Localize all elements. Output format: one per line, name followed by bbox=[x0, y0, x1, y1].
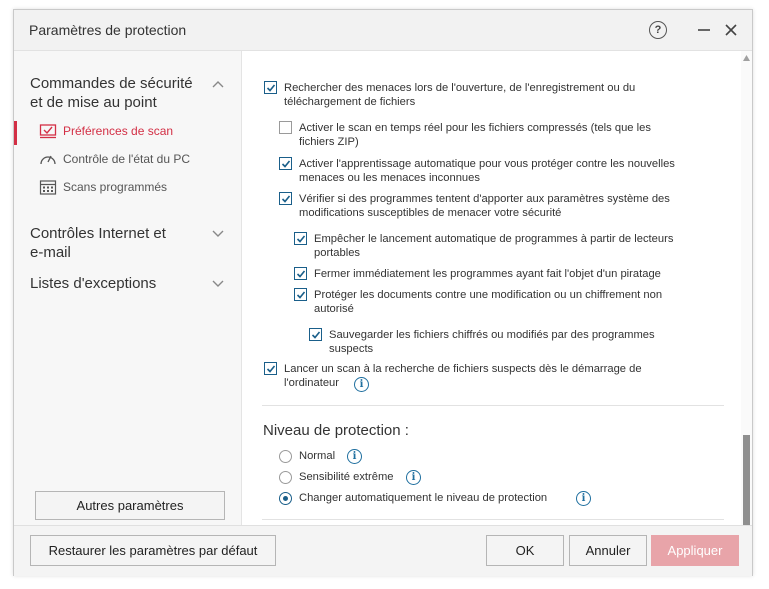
protection-level-title: Niveau de protection : bbox=[263, 422, 409, 439]
checkmark-icon bbox=[296, 290, 306, 300]
section-label-line1: Contrôles Internet et bbox=[30, 225, 166, 242]
label-line2: l'ordinateur bbox=[284, 377, 339, 389]
sidebar-item-scheduled-scans[interactable] bbox=[39, 177, 167, 197]
info-icon[interactable]: i bbox=[347, 449, 362, 464]
label-line2: modifications susceptibles de menacer votre sécurité bbox=[299, 207, 562, 219]
window-title: Paramètres de protection bbox=[29, 22, 187, 38]
checkbox-protect-documents[interactable] bbox=[294, 288, 307, 301]
close-icon bbox=[724, 23, 738, 37]
sidebar-item-pc-health[interactable] bbox=[39, 149, 190, 169]
checkbox-compressed-files[interactable] bbox=[279, 121, 292, 134]
section-label-line1: Commandes de sécurité bbox=[30, 75, 193, 92]
label-line2: menaces ou les menaces inconnues bbox=[299, 172, 480, 184]
sidebar-item-label: Contrôle de l'état du PC bbox=[63, 152, 191, 166]
label-line1: Vérifier si des programmes tentent d'apporter aux paramètres système des bbox=[299, 193, 670, 205]
radio-normal-label: Normal bbox=[299, 450, 336, 462]
ok-button[interactable]: OK bbox=[486, 535, 564, 566]
info-icon[interactable]: i bbox=[406, 470, 421, 485]
label-line2: portables bbox=[314, 247, 361, 259]
section-divider bbox=[262, 519, 724, 520]
option-startup-scan-label bbox=[284, 362, 642, 390]
option-backup-files-label bbox=[329, 328, 655, 356]
checkbox-close-hacked[interactable] bbox=[294, 267, 307, 280]
label-line2: fichiers ZIP) bbox=[299, 136, 359, 148]
title-bar bbox=[14, 10, 752, 51]
label-line2: téléchargement de fichiers bbox=[284, 96, 416, 108]
scrollbar-thumb[interactable] bbox=[743, 435, 750, 525]
scrollbar[interactable] bbox=[741, 51, 752, 525]
checkbox-machine-learning[interactable] bbox=[279, 157, 292, 170]
label-line2: autorisé bbox=[314, 303, 354, 315]
footer bbox=[14, 525, 752, 576]
checkmark-icon bbox=[281, 194, 291, 204]
minimize-button[interactable] bbox=[694, 20, 714, 40]
option-scan-on-open-label bbox=[284, 81, 635, 109]
checkmark-icon bbox=[266, 83, 276, 93]
checkbox-scan-on-open[interactable] bbox=[264, 81, 277, 94]
checkmark-icon bbox=[281, 159, 291, 169]
checkmark-icon bbox=[311, 330, 321, 340]
checkmark-icon bbox=[296, 269, 306, 279]
gauge-icon bbox=[39, 151, 57, 167]
option-protect-documents-label bbox=[314, 288, 662, 316]
sidebar bbox=[14, 51, 242, 525]
sidebar-item-label: Préférences de scan bbox=[63, 124, 174, 138]
help-button[interactable] bbox=[648, 20, 668, 40]
label-line1: Empêcher le lancement automatique de programmes à partir de lecteurs bbox=[314, 233, 674, 245]
sidebar-item-label: Scans programmés bbox=[63, 180, 168, 194]
radio-auto-level[interactable] bbox=[279, 492, 292, 505]
cancel-button[interactable]: Annuler bbox=[569, 535, 647, 566]
option-machine-learning-label bbox=[299, 157, 675, 185]
section-label: Listes d'exceptions bbox=[30, 275, 157, 292]
chevron-up-icon[interactable] bbox=[212, 80, 224, 88]
radio-extreme-sensitivity[interactable] bbox=[279, 471, 292, 484]
apply-button[interactable]: Appliquer bbox=[651, 535, 739, 566]
chevron-down-icon[interactable] bbox=[212, 230, 224, 238]
label-line1: Rechercher des menaces lors de l'ouverture, de l'enregistrement ou du bbox=[284, 82, 636, 94]
scroll-up-arrow-icon[interactable] bbox=[743, 55, 750, 61]
checkbox-startup-scan[interactable] bbox=[264, 362, 277, 375]
label-line1: Protéger les documents contre une modification ou un chiffrement non bbox=[314, 289, 663, 301]
info-icon[interactable]: i bbox=[354, 377, 369, 392]
minimize-icon bbox=[697, 23, 711, 37]
label-line1: Sauvegarder les fichiers chiffrés ou modifiés par des programmes bbox=[329, 329, 655, 341]
label-line1: Fermer immédiatement les programmes ayant fait l'objet d'un piratage bbox=[314, 268, 661, 280]
label-line1: Activer l'apprentissage automatique pour vous protéger contre les nouvelles bbox=[299, 158, 675, 170]
info-icon[interactable]: i bbox=[576, 491, 591, 506]
active-indicator bbox=[14, 121, 17, 145]
help-icon: ? bbox=[649, 21, 667, 39]
sidebar-section-internet-email[interactable] bbox=[30, 224, 166, 262]
settings-content bbox=[242, 51, 740, 525]
sidebar-item-scan-preferences[interactable] bbox=[39, 121, 173, 141]
calendar-icon bbox=[39, 179, 57, 195]
sidebar-section-security[interactable] bbox=[30, 74, 193, 112]
checkmark-icon bbox=[266, 364, 276, 374]
scan-preferences-icon bbox=[39, 123, 57, 139]
chevron-down-icon[interactable] bbox=[212, 280, 224, 288]
label-line2: suspects bbox=[329, 343, 374, 355]
checkbox-backup-files[interactable] bbox=[309, 328, 322, 341]
checkbox-system-changes[interactable] bbox=[279, 192, 292, 205]
section-divider bbox=[262, 405, 724, 406]
radio-auto-level-label: Changer automatiquement le niveau de protection bbox=[299, 492, 548, 504]
label-line1: Lancer un scan à la recherche de fichiers suspects dès le démarrage de bbox=[284, 363, 642, 375]
radio-normal[interactable] bbox=[279, 450, 292, 463]
protection-settings-window bbox=[13, 9, 753, 576]
section-label-line2: et de mise au point bbox=[30, 94, 157, 111]
section-label-line2: e-mail bbox=[30, 244, 71, 261]
other-settings-button[interactable]: Autres paramètres bbox=[35, 491, 225, 520]
checkbox-block-autorun[interactable] bbox=[294, 232, 307, 245]
option-system-changes-label bbox=[299, 192, 670, 220]
label-line1: Activer le scan en temps réel pour les fichiers compressés (tels que les bbox=[299, 122, 651, 134]
restore-defaults-button[interactable]: Restaurer les paramètres par défaut bbox=[30, 535, 276, 566]
radio-extreme-sensitivity-label: Sensibilité extrême bbox=[299, 471, 394, 483]
close-button[interactable] bbox=[721, 20, 741, 40]
option-block-autorun-label bbox=[314, 232, 673, 260]
option-compressed-files-label bbox=[299, 121, 651, 149]
sidebar-section-exceptions[interactable] bbox=[30, 274, 156, 293]
option-close-hacked-label bbox=[314, 267, 661, 281]
checkmark-icon bbox=[296, 234, 306, 244]
